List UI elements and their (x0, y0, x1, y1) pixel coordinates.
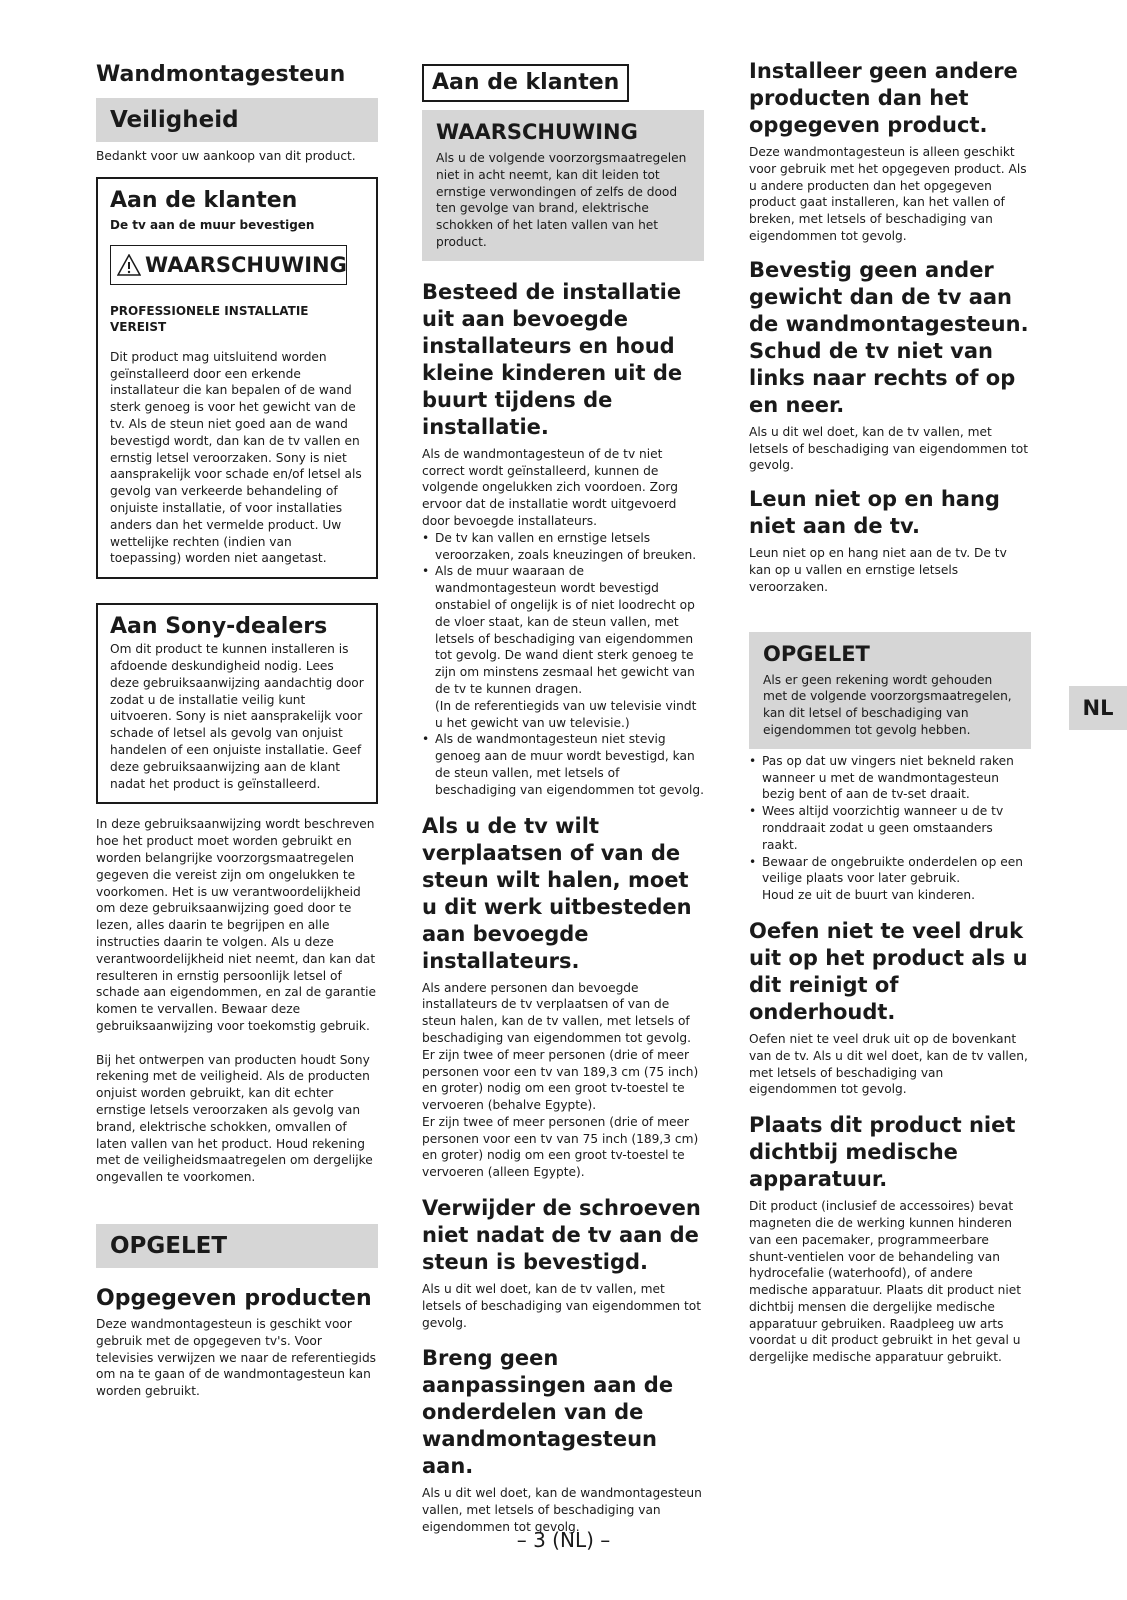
list-item-note: Houd ze uit de buurt van kinderen. (762, 888, 975, 903)
section-move-body-2: Er zijn twee of meer personen (drie of meer personen voor een tv van 189,3 cm (75 inch) en groter) nodig om een groot tv-toestel te vervoeren (behalve Egypte). (422, 1047, 699, 1113)
list-item: • Als de muur waaraan de wandmontagesteun wordt bevestigd onstabiel of ongelijk is of niet loodrecht op de vloer staat, kan de steun vallen, met letsels of beschadiging van eigendommen tot gevolg. De wand dient sterk genoeg te zijn om minstens zesmaal het gewicht van de tv te kunnen dragen. (In de referentiegids van uw televisie vindt u het gewicht van uw televisie.) (422, 563, 704, 731)
customers-box (96, 177, 378, 579)
thanks-text: Bedankt voor uw aankoop van dit product. (96, 149, 356, 163)
section-installers-body: Als de wandmontagesteun of de tv niet correct wordt geïnstalleerd, kunnen de volgende ongelukken zich voordoen. Zorg ervoor dat de installatie wordt uitgevoerd door bevoegde installateurs. (422, 446, 678, 528)
language-tab: NL (1069, 686, 1127, 730)
list-item: • De tv kan vallen en ernstige letsels veroorzaken, zoals kneuzingen of breuken. (422, 530, 704, 564)
dealers-box-title: Aan Sony-dealers (110, 614, 328, 640)
section-modify-title: Breng geen aanpassingen aan de onderdelen van de wandmontagesteun aan. (422, 1346, 674, 1479)
section-other-products-body: Deze wandmontagesteun is alleen geschikt voor gebruik met het opgegeven product. Als u andere producten dan het opgegeven product gaat installeren, kan het vallen of breken, met letsels of beschadiging van eigendommen tot gevolg. (749, 145, 1027, 243)
section-modify-body: Als u dit wel doet, kan de wandmontagesteun vallen, met letsels of beschadiging van eigendommen tot gevolg. (422, 1486, 702, 1535)
section-pressure-title: Oefen niet te veel druk uit op het product als u dit reinigt of onderhoudt. (749, 918, 1028, 1024)
warning-box-title: WAARSCHUWING (436, 120, 638, 144)
professional-label: PROFESSIONELE INSTALLATIE VEREIST (110, 303, 309, 334)
section-pressure-body: Oefen niet te veel druk uit op de bovenkant van de tv. Als u dit wel doet, kan de tv vallen, met letsels of beschadiging van eigendommen tot gevolg. (749, 1031, 1028, 1097)
dealers-box (96, 603, 378, 804)
specified-products-body: Deze wandmontagesteun is geschikt voor gebruik met de opgegeven tv's. Voor televisies verwijzen we naar de referentiegids om na te gaan of de wandmontagesteun kan worden gebruikt. (96, 1317, 377, 1399)
specified-products-title: Opgegeven producten (96, 1286, 372, 1312)
warning-triangle-icon (117, 254, 141, 276)
section-weight-title: Bevestig geen ander gewicht dan de tv aan de wandmontagesteun. Schud de tv niet van links naar rechts of op en neer. (749, 257, 1029, 417)
customers-box-body: Dit product mag uitsluitend worden geïnstalleerd door een erkende installateur die kan bepalen of de wand sterk genoeg is voor het gewicht van de tv. Als de steun niet goed aan de wand bevestigd wordt, dan kan de tv vallen en ernstig letsel veroorzaken. Sony is niet aansprakelijk voor schade en/of letsel als gevolg van verkeerde behandeling of onjuiste installatie, of voor installaties anders dan het vermelde product. Uw wettelijke rechten (indien van toepassing) worden niet aangetast. (110, 349, 362, 566)
section-move-body-1: Als andere personen dan bevoegde installateurs de tv verplaatsen of van de steun halen, kan de tv vallen, met letsels of beschadiging van eigendommen tot gevolg. (422, 980, 691, 1045)
customers-box-title: Aan de klanten (110, 187, 298, 213)
warning-box-body: Als u de volgende voorzorgsmaatregelen niet in acht neemt, kan dit leiden tot ernstige verwondingen of zelfs de dood ten gevolge van brand, elektrische schokken of het laten vallen van het product. (436, 151, 687, 249)
list-item: • Als de wandmontagesteun niet stevig genoeg aan de muur wordt bevestigd, kan de steun vallen, met letsels of beschadiging van eigendommen tot gevolg. (422, 731, 704, 798)
section-move-body-3: Er zijn twee of meer personen (drie of meer personen voor een tv van 75 inch (189,3 cm) en groter) nodig om een groot tv-toestel te vervoeren (alleen Egypte). (422, 1114, 699, 1180)
section-lean-body: Leun niet op en hang niet aan de tv. De tv kan op u vallen en ernstige letsels veroorzaken. (749, 546, 1007, 594)
section-move-title: Als u de tv wilt verplaatsen of van de steun wilt halen, moet u dit werk uitbesteden aan bevoegde installateurs. (422, 813, 692, 973)
intro-paragraph-2: Bij het ontwerpen van producten houdt Sony rekening met de veiligheid. Als de producten onjuist worden gebruikt, kan dit echter ernstige letsels veroorzaken als gevolg van brand, elektrische schokken, omvallen of laten vallen van het product. Houd rekening met de veiligheidsmaatregelen om dergelijke ongevallen te voorkomen. (96, 1052, 373, 1185)
caution-title: OPGELET (96, 1224, 378, 1268)
section-lean-title: Leun niet op en hang niet aan de tv. (749, 487, 1000, 539)
intro-paragraph-1: In deze gebruiksaanwijzing wordt beschreven hoe het product moet worden gebruikt en worden belangrijke voorzorgsmaatregelen gegeven die vereist zijn om ongelukken te voorkomen. Het is uw verantwoordelijkheid om deze gebruiksaanwijzing goed door te lezen, alles daarin te begrijpen en alle instructies daarin te volgen. Als u deze verantwoordelijkheid niet neemt, dan kan dat resulteren in ernstig persoonlijk letsel of schade aan eigendommen, en zal de garantie komen te vervallen. Bewaar deze gebruiksaanwijzing voor toekomstig gebruik. (96, 817, 377, 1033)
column-left (96, 58, 378, 1400)
page-number: – 3 (NL) – (516, 1528, 611, 1552)
installers-bullet-list (422, 530, 704, 799)
list-item: • Bewaar de ongebruikte onderdelen op een veilige plaats voor later gebruik. Houd ze uit de buurt van kinderen. (749, 854, 1031, 904)
section-screws-body: Als u dit wel doet, kan de tv vallen, met letsels of beschadiging van eigendommen tot gevolg. (422, 1282, 701, 1330)
section-medical-title: Plaats dit product niet dichtbij medische apparatuur. (749, 1113, 1016, 1192)
list-item-note: (In de referentiegids van uw televisie vindt u het gewicht van uw televisie.) (435, 698, 697, 730)
page-heading: Wandmontagesteun (96, 62, 346, 87)
warning-label-box (110, 245, 347, 285)
column-right (749, 58, 1031, 1366)
column-middle (422, 64, 704, 1536)
caution-box-title: OPGELET (763, 641, 870, 666)
warning-box (422, 110, 704, 261)
section-installers-title: Besteed de installatie uit aan bevoegde installateurs en houd kleine kinderen uit de buurt tijdens de installatie. (422, 279, 683, 439)
section-medical-body: Dit product (inclusief de accessoires) bevat magneten die de werking kunnen hinderen van een pacemaker, programmeerbare shunt-ventielen voor de behandeling van hydrocefalie (waterhoofd), of andere medische apparatuur. Plaats dit product niet dichtbij mensen die dergelijke medische apparatuur gebruiken. Raadpleeg uw arts voordat u dit product gebruikt in het geval u dergelijke medische apparatuur gebruikt. (749, 1199, 1021, 1365)
dealers-box-body: Om dit product te kunnen installeren is afdoende deskundigheid nodig. Lees deze gebruiksaanwijzing aandachtig door zodat u de installatie veilig kunt uitvoeren. Sony is niet aansprakelijk voor schade of letsel als gevolg van onjuist handelen of een onjuiste installatie. Geef deze gebruiksaanwijzing aan de klant nadat het product is geïnstalleerd. (110, 642, 364, 791)
safety-title: Veiligheid (96, 98, 378, 142)
caution-bullet-list (749, 753, 1031, 904)
section-weight-body: Als u dit wel doet, kan de tv vallen, met letsels of beschadiging van eigendommen tot gevolg. (749, 424, 1028, 473)
warning-label-text: WAARSCHUWING (145, 252, 347, 277)
list-item: • Pas op dat uw vingers niet bekneld raken wanneer u met de wandmontagesteun bezig bent of aan de tv-set draait. (749, 753, 1031, 803)
section-other-products-title: Installeer geen andere producten dan het opgegeven product. (749, 59, 1018, 137)
list-item: • Wees altijd voorzichtig wanneer u de tv ronddraait zodat u geen omstaanders raakt. (749, 803, 1031, 853)
caution-box-body: Als er geen rekening wordt gehouden met de volgende voorzorgsmaatregelen, kan dit letsel of beschadiging van eigendommen tot gevolg hebben. (763, 672, 1012, 737)
section-screws-title: Verwijder de schroeven niet nadat de tv aan de steun is bevestigd. (422, 1196, 701, 1275)
customers-box-subtitle: De tv aan de muur bevestigen (110, 217, 315, 232)
caution-box (749, 632, 1031, 749)
customers-label: Aan de klanten (422, 64, 629, 102)
